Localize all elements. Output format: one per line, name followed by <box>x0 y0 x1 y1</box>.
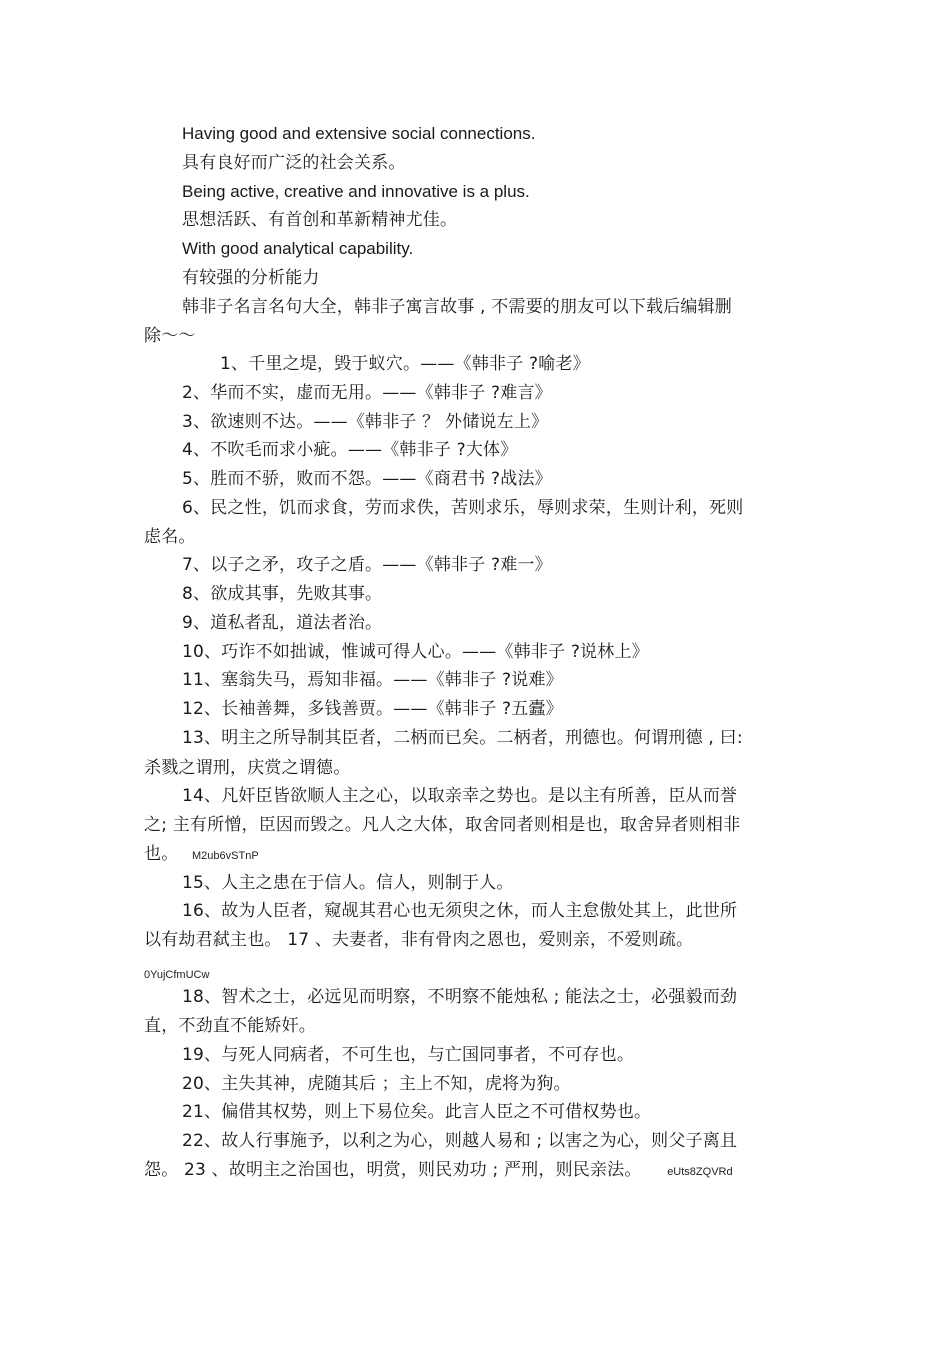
watermark-code: 0YujCfmUCw <box>144 969 210 981</box>
text-line: 4、不吹毛而求小疵。——《韩非子 ?大体》 <box>182 440 518 460</box>
text-line: 韩非子名言名句大全，韩非子寓言故事 , 不需要的朋友可以下载后编辑删 <box>182 297 733 317</box>
text-line <box>144 1159 733 1183</box>
text-line: 6、民之性，饥而求食，劳而求佚，苦则求乐，辱则求荣，生则计利，死则 <box>182 498 744 518</box>
text-line: 具有良好而广泛的社会关系。 <box>182 153 406 173</box>
text-line <box>144 962 209 986</box>
text-line: 13、明主之所导制其臣者，二柄而已矣。二柄者，刑德也。何谓刑德 , 曰: <box>182 728 743 748</box>
text-line: 18、智术之士，必远见而明察，不明察不能烛私 ; 能法之士，必强毅而劲 <box>182 987 738 1007</box>
text-line: 直，不劲直不能矫奸。 <box>144 1016 316 1036</box>
text-segment: 也。 <box>144 844 179 864</box>
text-line: 8、欲成其事，先败其事。 <box>182 584 383 604</box>
text-line: 20、主失其神，虎随其后 ；主上不知，虎将为狗。 <box>182 1074 571 1094</box>
text-line <box>144 843 259 867</box>
text-line: 11、塞翁失马，焉知非福。——《韩非子 ?说难》 <box>182 670 563 690</box>
text-line: 14、凡奸臣皆欲顺人主之心，以取亲幸之势也。是以主有所善，臣从而誉 <box>182 786 738 806</box>
text-line: 3、欲速则不达。——《韩非子 ？ 外储说左上》 <box>182 412 549 432</box>
text-line: With good analytical capability. <box>182 239 414 258</box>
text-line: 10、巧诈不如拙诚，惟诚可得人心。——《韩非子 ?说林上》 <box>182 642 649 662</box>
text-line: 9、道私者乱，道法者治。 <box>182 613 383 633</box>
text-line: 杀戮之谓刑，庆赏之谓德。 <box>144 758 351 778</box>
text-line: 除～～ <box>144 326 196 346</box>
text-line: 有较强的分析能力 <box>182 268 320 288</box>
text-line: 15、人主之患在于信人。信人，则制于人。 <box>182 873 514 893</box>
text-line: 12、长袖善舞，多钱善贾。——《韩非子 ?五蠹》 <box>182 699 563 719</box>
text-line: 5、胜而不骄，败而不怨。——《商君书 ?战法》 <box>182 469 552 489</box>
watermark-code: eUts8ZQVRd <box>667 1166 733 1178</box>
text-line: 2、华而不实，虚而无用。——《韩非子 ?难言》 <box>182 383 552 403</box>
text-segment: 怨。 23 、故明主之治国也，明赏，则民劝功 ; 严刑，则民亲法。 <box>144 1160 642 1180</box>
text-line: 以有劫君弑主也。 17 、夫妻者，非有骨肉之恩也，爱则亲，不爱则疏。 <box>144 930 694 950</box>
text-line: 之; 主有所憎，臣因而毁之。凡人之大体，取舍同者则相是也，取舍异者则相非 <box>144 815 741 835</box>
text-line: 7、以子之矛，攻子之盾。——《韩非子 ?难一》 <box>182 555 552 575</box>
text-line: 1、千里之堤，毁于蚁穴。——《韩非子 ?喻老》 <box>220 354 590 374</box>
text-line: Having good and extensive social connections. <box>182 124 536 143</box>
text-line: 16、故为人臣者，窥觇其君心也无须臾之休，而人主怠傲处其上，此世所 <box>182 901 738 921</box>
text-line: 21、偏借其权势，则上下易位矣。此言人臣之不可借权势也。 <box>182 1102 652 1122</box>
text-line: Being active, creative and innovative is a plus. <box>182 182 530 201</box>
text-line: 思想活跃、有首创和革新精神尤佳。 <box>182 210 458 230</box>
text-line: 虑名。 <box>144 527 196 547</box>
text-line: 19、与死人同病者，不可生也，与亡国同事者，不可存也。 <box>182 1045 635 1065</box>
text-line: 22、故人行事施予，以利之为心，则越人易和 ; 以害之为心，则父子离且 <box>182 1131 738 1151</box>
watermark-code: M2ub6vSTnP <box>192 850 259 862</box>
